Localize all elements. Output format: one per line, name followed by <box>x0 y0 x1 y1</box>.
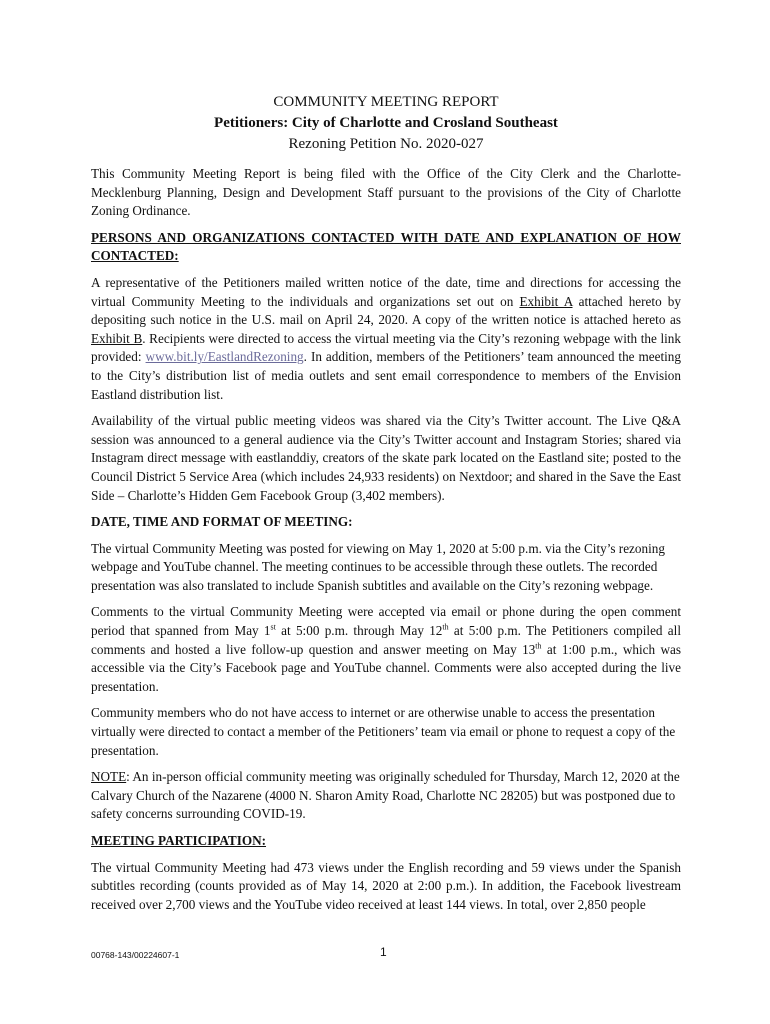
no-internet-paragraph: Community members who do not have access to internet or are otherwise unable to access the presentation virtually were directed to contact a member of the Petitioners’ team via email or phone to request a copy of the presentation. <box>91 705 676 758</box>
eastland-rezoning-link[interactable]: www.bit.ly/EastlandRezoning <box>145 349 304 365</box>
meeting-posting-paragraph: The virtual Community Meeting was posted for viewing on May 1, 2020 at 5:00 p.m. via the City’s rezoning webpage and YouTube channel. The meeting continues to be accessible through these outlets. The recorded presentation was also translated to include Spanish subtitles and available on the City’s rezoning webpage. <box>91 540 665 593</box>
participation-paragraph: The virtual Community Meeting had 473 views under the English recording and 59 views under the Spanish subtitles recording (counts provided as of May 14, 2020 at 2:00 p.m.). In addition, the Facebook livestream received over 2,700 views and the YouTube video received at least 144 views. In total, over 2,850 people <box>91 859 681 912</box>
social-media-paragraph: Availability of the virtual public meeting videos was shared via the City’s Twitter account. The Live Q&A session was announced to a general audience via the City’s Twitter account and Instagram Stories; shared via Instagram direct message with eastlanddiy, creators of the skate park located on the Eastland site; posted to the Council District 5 Service Area (which includes 24,933 residents) on Nextdoor; and shared in the Save the East Side – Charlotte’s Hidden Gem Facebook Group (3,402 members). <box>91 413 681 503</box>
intro-paragraph: This Community Meeting Report is being filed with the Office of the City Clerk and the Charlotte-Mecklenburg Planning, Design and Development Staff pursuant to the provisions of the City of Charlotte Zoning Ordinance. <box>91 166 681 219</box>
petition-number: Rezoning Petition No. 2020-027 <box>288 136 484 152</box>
section-heading-date-time-format: DATE, TIME AND FORMAT OF MEETING: <box>91 514 353 530</box>
document-code: 00768-143/00224607-1 <box>91 950 180 960</box>
note-label: NOTE <box>91 769 127 785</box>
note-paragraph: NOTE: An in-person official community meeting was originally scheduled for Thursday, March 12, 2020 at the Calvary Church of the Nazarene (4000 N. Sharon Amity Road, Charlotte NC 28205) but was postponed due to safety concerns surrounding COVID-19. <box>91 769 680 822</box>
section-heading-persons-contacted: PERSONS AND ORGANIZATIONS CONTACTED WITH DATE AND EXPLANATION OF HOW CONTACTED: <box>91 229 681 264</box>
exhibit-a-link[interactable]: Exhibit A <box>519 293 573 309</box>
section-heading-meeting-participation: MEETING PARTICIPATION: <box>91 833 267 848</box>
report-title-block <box>91 92 681 155</box>
comments-paragraph: Comments to the virtual Community Meeting were accepted via email or phone during the open comment period that spanned from May 1st at 5:00 p.m. through May 12th at 5:00 p.m. The Petitioners compiled all comments and hosted a live follow-up question and answer meeting on May 13th at 1:00 p.m., which was accessible via the City’s Facebook page and YouTube channel. Comments were also accepted during the live presentation. <box>91 604 681 694</box>
notice-paragraph: A representative of the Petitioners mailed written notice of the date, time and directions for accessing the virtual Community Meeting to the individuals and organizations set out on Exhibit A attached hereto by depositing such notice in the U.S. mail on April 24, 2020. A copy of the written notice is attached hereto as Exhibit B. Recipients were directed to access the virtual meeting via the City’s rezoning webpage with the link provided: www.bit.ly/EastlandRezoning. In addition, members of the Petitioners’ team announced the meeting to the City’s distribution list of media outlets and sent email correspondence to members of the Envision Eastland distribution list. <box>91 274 681 402</box>
page-number: 1 <box>380 945 387 959</box>
exhibit-b-link[interactable]: Exhibit B <box>91 330 143 346</box>
document-body <box>91 92 681 922</box>
petitioners-line: Petitioners: City of Charlotte and Crosland Southeast <box>214 115 558 131</box>
report-title: COMMUNITY MEETING REPORT <box>273 94 499 110</box>
